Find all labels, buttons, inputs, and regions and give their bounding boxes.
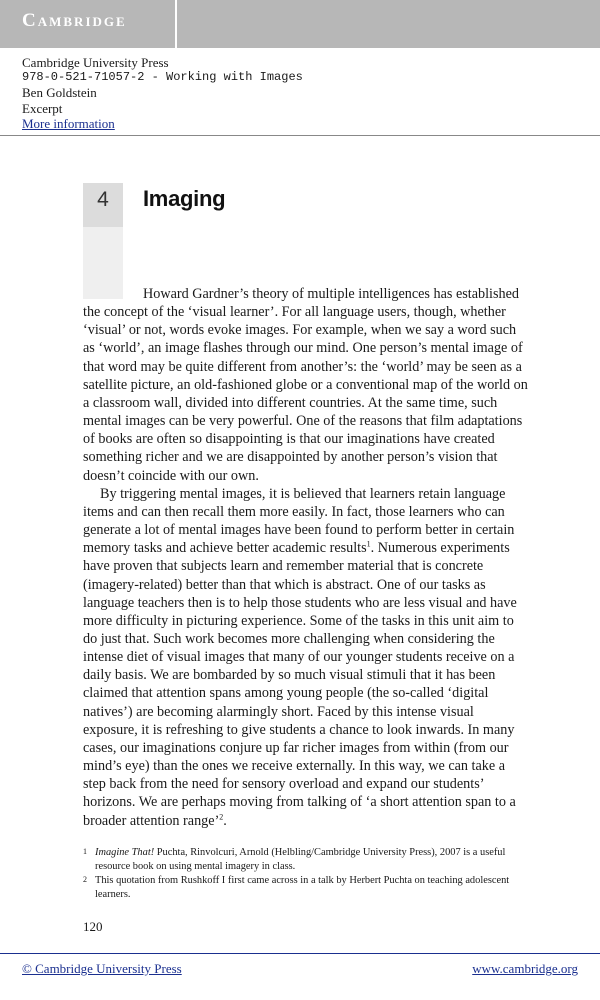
isbn-title: 978-0-521-71057-2 - Working with Images: [22, 70, 303, 85]
paragraph-2-end: .: [223, 812, 227, 829]
footnotes: [83, 846, 529, 902]
footnote-number: 2: [83, 875, 87, 885]
body-text: [83, 285, 529, 830]
cambridge-logo[interactable]: Cambridge: [22, 10, 127, 31]
website-link[interactable]: www.cambridge.org: [472, 961, 578, 976]
footnote-text: Puchta, Rinvolcuri, Arnold (Helbling/Cambridge University Press), 2007 is a useful resource book on using mental imagery in class.: [95, 847, 506, 872]
header-bar: [0, 0, 600, 48]
chapter-title: Imaging: [143, 186, 226, 211]
page-number: 120: [83, 919, 103, 934]
paragraph-2-part-a: By triggering mental images, it is believed that learners retain language items and can then recall them more easily. In fact, those learners who can generate a lot of mental images have been found to perform better in certain memory tasks and achieve better academic results: [83, 485, 515, 557]
footnote-title: Imagine That!: [95, 847, 155, 858]
footnote-text: This quotation from Rushkoff I first came across in a talk by Herbert Puchta on teaching adolescent learners.: [95, 875, 510, 900]
book-meta: [22, 55, 303, 131]
footnote-number: 1: [83, 847, 87, 856]
footnote-2: [83, 874, 529, 901]
paragraph-2: [83, 485, 529, 830]
paragraph-1: Howard Gardner’s theory of multiple intelligences has established the concept of the ‘visual learner’. For all language users, though, whether ‘visual’ or not, words evoke images. For example, when we say a word such as ‘world’, an image flashes through our mind. One person’s mental image of that word may be quite different from another’s: the ‘world’ may be seen as a satellite picture, an old-fashioned globe or a conventional map of the world on a classroom wall, divided into different countries. At the same time, such mental images can be very powerful. One of the reasons that film adaptations of books are often so disappointing is that our imaginations have created something richer and we are disappointed by another person’s vision that doesn’t coincide with our own.: [83, 286, 528, 484]
chapter-number: 4: [97, 188, 109, 211]
author: Ben Goldstein: [22, 85, 97, 101]
document-type: Excerpt: [22, 100, 63, 116]
footnote-ref-1[interactable]: 1: [366, 539, 371, 549]
more-information-link[interactable]: More information: [22, 115, 115, 131]
meta-divider: [0, 135, 600, 136]
header-divider: [175, 0, 177, 48]
paragraph-2-part-b: . Numerous experiments have proven that subjects learn and remember material that is concrete (imagery-related) better than that which is abstract. One of our tasks as language teachers then is to help those students who are less visual and have more difficulty in picturing experience. Some of the tasks in this unit aim to do just that. Such work becomes more challenging when considering the intense diet of visual images that many of our younger students receive on a daily basis. We are bombarded by so much visual stimuli that it has been claimed that attention spans among young people (the so-called ‘digital natives’) are becoming alarmingly short. Faced by this intense visual exposure, it is refreshing to give students a chance to look inwards. In many cases, our imaginations conjure up far richer images from within (from our mind’s eye) than the ones we receive externally. In this way, we can take a step back from the need for sensory overload and expand our students’ horizons. We are perhaps moving from talking of ‘a short attention span to a broader attention range’: [83, 540, 517, 829]
footnote-1: [83, 846, 529, 873]
footer-divider: [0, 953, 600, 954]
copyright-link[interactable]: © Cambridge University Press: [22, 961, 182, 976]
publisher: Cambridge University Press: [22, 55, 169, 70]
footnote-ref-2[interactable]: 2: [219, 811, 224, 821]
